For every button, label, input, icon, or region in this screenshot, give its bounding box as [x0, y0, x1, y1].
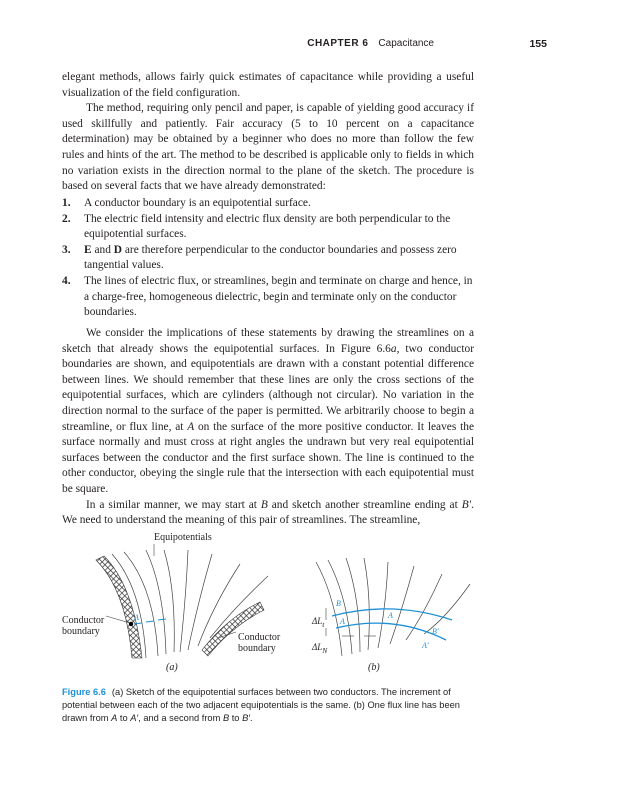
list-number: 1.	[62, 197, 71, 209]
text-part: We consider the implications of these statements by drawing the streamlines on a sketch that already shows the equipotential surfaces. In Figure 6.6	[62, 327, 474, 355]
label-part: ΔL	[312, 616, 323, 626]
label-sub: t	[322, 619, 325, 629]
equipotential-line	[390, 566, 414, 644]
figure-caption	[62, 686, 482, 725]
body-text-bottom	[62, 326, 474, 529]
chapter-title	[307, 38, 434, 49]
list-text	[84, 244, 457, 272]
label-A: A	[340, 617, 345, 626]
point-a-label: A	[134, 613, 139, 622]
list-item	[62, 243, 474, 274]
caption-label: Figure 6.6	[62, 687, 106, 697]
figure-6-6	[62, 528, 482, 678]
list-item	[62, 212, 474, 243]
text-part: A	[187, 420, 195, 433]
numbered-list	[62, 196, 474, 321]
caption-text: to	[229, 713, 243, 723]
left-conductor-hatch	[96, 556, 142, 658]
equipotential-line	[146, 550, 166, 654]
caption-text: A′	[130, 713, 139, 723]
list-text: The lines of electric flux, or streamlines, begin and terminate on charge and hence, in a charge-free, homogeneous dielectric, begin and terminate only on the conductor boundaries.	[84, 274, 473, 319]
equipotential-line	[188, 554, 212, 650]
list-text-part: are therefore perpendicular to the conductor boundaries and possess zero tangential values.	[84, 243, 457, 272]
text-part: In a similar manner, we may start at	[86, 498, 261, 511]
figure-drawing	[62, 528, 482, 678]
list-number: 4.	[62, 274, 71, 287]
label-part: ΔL	[312, 642, 323, 652]
caption-text: to	[117, 713, 131, 723]
list-number: 3.	[62, 243, 71, 256]
vector-D: D	[113, 243, 122, 256]
list-text-part: and	[91, 243, 114, 256]
list-text: A conductor boundary is an equipotential surface.	[84, 197, 311, 209]
label-line: Conductor	[62, 615, 105, 626]
label-delta-lt	[312, 616, 324, 630]
caption-text: , and a second from	[138, 713, 223, 723]
chapter-number: CHAPTER 6	[307, 38, 369, 49]
label-line: Conductor	[238, 632, 281, 643]
subfigure-a-label: (a)	[166, 662, 178, 673]
caption-text: B	[222, 713, 230, 723]
page-number: 155	[529, 38, 547, 50]
paragraph-3	[62, 326, 474, 498]
list-item	[62, 274, 474, 321]
label-delta-ln	[312, 642, 327, 656]
label-line: boundary	[62, 626, 100, 637]
paragraph-1: elegant methods, allows fairly quick estimates of capacitance while providing a useful visualization of the field configuration.	[62, 71, 474, 99]
label-A-mid: A	[388, 611, 393, 620]
text-part: B′	[461, 498, 472, 511]
chapter-name: Capacitance	[378, 38, 434, 49]
label-A-prime: A′	[422, 641, 429, 650]
equipotential-line	[180, 550, 188, 652]
caption-text: A	[111, 713, 118, 723]
point-a-marker	[129, 622, 133, 626]
body-text-top	[62, 70, 474, 195]
text-part: and sketch another streamline ending at	[267, 498, 462, 511]
list-item	[62, 196, 474, 212]
text-part: . We need to understand the meaning of this pair of streamlines. The streamline,	[62, 498, 474, 527]
subfigure-b-label: (b)	[368, 662, 380, 673]
text-part: a	[390, 342, 397, 355]
caption-text: B′	[242, 713, 251, 723]
equipotential-line	[164, 550, 174, 652]
equipotential-line	[424, 584, 470, 634]
label-B: B	[336, 599, 341, 608]
text-part: on the surface of the more positive conductor. It leaves the surface normally and must cross at right angles the undrawn but very real equipotential surfaces between the conductor and the first surface shown. The line is continued to the other conductor, obeying the single rule that the intersection with each equipotential must be square.	[62, 420, 474, 495]
equipotentials-label: Equipotentials	[154, 532, 212, 543]
caption-text: (a) Sketch of the equipotential surfaces between two conductors. The increment of potential between each of the two adjacent equipotentials is the same. (b) One flux line has been drawn from	[62, 687, 460, 723]
list-number: 2.	[62, 212, 71, 225]
label-sub: N	[322, 645, 328, 655]
running-header	[40, 38, 587, 52]
streamline-A	[336, 623, 446, 640]
conductor-label-right	[238, 632, 280, 654]
caption-text: .	[250, 713, 253, 723]
label-B-prime: B′	[432, 627, 439, 636]
equipotential-line	[346, 558, 360, 652]
text-part: , two conductor boundaries are shown, and equipotentials are drawn with a constant potential difference between lines. We should remember that these lines are only the cross sections of the equipotential surfaces, which are cylinders (although not circular). No variation in the direction normal to the surface of the paper is permitted. We arbitrarily choose to begin a streamline, or flux line, at	[62, 342, 474, 433]
text-part: B	[260, 498, 268, 511]
equipotential-line	[378, 562, 388, 648]
label-line: boundary	[238, 643, 276, 654]
paragraph-2: The method, requiring only pencil and paper, is capable of yielding good accuracy if used skillfully and patiently. Fair accuracy (5 to 10 percent on a capacitance determination) may be obtained by a beginner who does no more than follow the few rules and hints of the art. The method to be described is applicable only to fields in which no variation exists in the direction normal to the plane of the sketch. The procedure is based on several facts that we have already demonstrated:	[62, 102, 474, 193]
conductor-label-left	[62, 615, 104, 637]
vector-E: E	[84, 243, 92, 256]
list-text: The electric field intensity and electric flux density are both perpendicular to the equipotential surfaces.	[84, 212, 451, 241]
paragraph-4	[62, 498, 474, 529]
